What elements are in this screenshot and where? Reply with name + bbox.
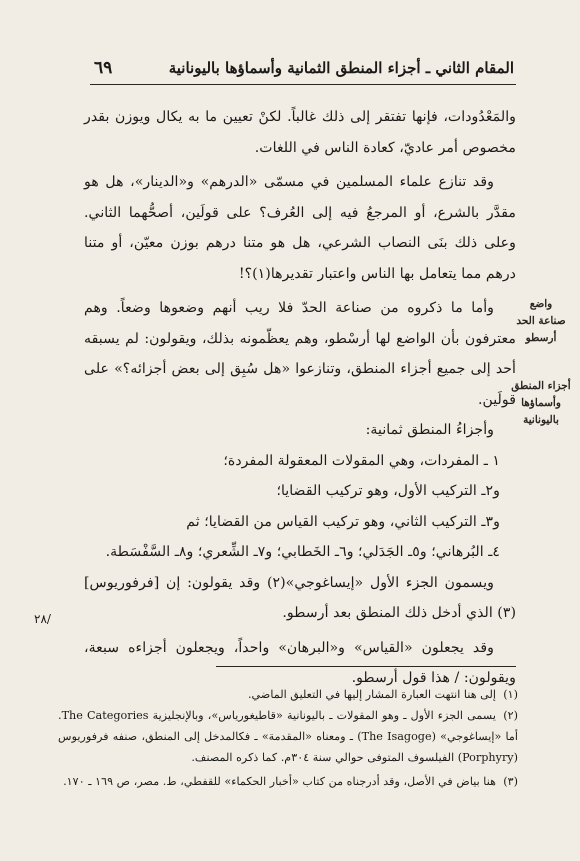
page-number: ٦٩ — [94, 58, 113, 78]
margin-note-parts-of-logic — [506, 378, 576, 429]
header-divider — [90, 84, 516, 85]
paragraph-6: وقد يجعلون «القياس» و«البرهان» واحداً، ويجعلون أجزاءه سبعة، ويقولون: / هذا قول أرسطو. — [84, 639, 516, 686]
paragraph-1: والمَعْدُودات، فإنها تفتقر إلى ذلك غالباً. لكنْ تعيين ما به يكال ويوزن بقدر مخصوص أمر عاديّ، كعادة الناس في اللغات. — [84, 109, 516, 156]
margin-note-line: أرسطو — [525, 332, 557, 344]
margin-note-author-of-definition — [506, 296, 576, 347]
footnote-divider — [216, 666, 516, 667]
running-header — [94, 58, 514, 78]
paragraph-3: وأما ما ذكروه من صناعة الحدّ فلا ريب أنهم وضعوها وضعاً. وهم معترفون بأن الواضع لها أرسْطو، وهم يعظّمونه بذلك، ويقولون: لم يسبقه أحد إلى جميع أجزاء المنطق، وتنازعوا «هل سُبِق إلى بعض أجزائه؟» على قولَين. — [84, 300, 516, 408]
list-item-1: ١ ـ المفردات، وهي المقولات المعقولة المفردة؛ — [223, 452, 500, 469]
footnote-text: هنا بياض في الأصل، وقد أدرجناه من كتاب «أخبار الحكماء» للقفطي، ط. مصر، ص ١٦٩ ـ ١٧٠. — [63, 775, 496, 788]
main-text — [84, 102, 516, 694]
list-item-3: و٣ـ التركيب الثاني، وهو تركيب القياس من القضايا؛ ثم — [186, 513, 500, 530]
footnote-text: يسمى الجزء الأول ـ وهو المقولات ـ باليونانية «قاطيغورياس»، وبالإنجليزية The Categories. أما «إيساغوجي» (The Isagoge) ـ ومعناه «المقدمة» ـ فكالمدخل إلى المنطق، صنفه فرفوريوس (Porphyry) الفيلسوف المتوفى حوالي سنة ٣٠٤م. كما ذكره المصنف. — [58, 709, 518, 764]
margin-note-line: وأسماؤها — [521, 397, 561, 409]
footnote-number: (١) — [503, 688, 518, 701]
margin-note-line: باليونانية — [523, 414, 559, 426]
footnote-text: إلى هنا انتهت العبارة المشار إليها في التعليق الماضي. — [247, 688, 496, 701]
list-item-4: ٤ـ البُرهاني؛ و٥ـ الجَدَلي؛ و٦ـ الخَطابي؛ و٧ـ الشِّعري؛ و٨ـ السَّفْسَطة. — [105, 544, 500, 560]
margin-note-line: أجزاء المنطق — [511, 380, 571, 392]
footnote-1 — [58, 684, 518, 705]
list-item-2: و٢ـ التركيب الأول، وهو تركيب القضايا؛ — [276, 483, 500, 499]
paragraph-4: وأجزاءُ المنطق ثمانية: — [365, 422, 494, 438]
running-header-title: المقام الثاني ـ أجزاء المنطق الثمانية وأسماؤها باليونانية — [168, 59, 514, 77]
footnotes — [58, 684, 518, 792]
paragraph-2: وقد تنازع علماء المسلمين في مسمّى «الدرهم» و«الدينار»، هل هو مقدَّر بالشرع، أو المرجعُ فيه إلى العُرف؟ على قولَين، أصحُّهما الثاني. وعلى ذلك بنَى النصاب الشرعي، هل هو متنا درهم بوزن معيّن، أو متنا درهم مما يتعامل بها الناس واعتبار تقديرها(١)؟! — [84, 174, 516, 282]
footnote-2 — [58, 705, 518, 768]
footnote-3 — [58, 771, 518, 792]
margin-note-line: واضع — [529, 298, 553, 310]
footnote-number: (٢) — [503, 709, 518, 722]
paragraph-5: ويسمون الجزء الأول «إيساغوجي»(٢) وقد يقولون: إن [فرفوريوس](٣) الذي أدخل ذلك المنطق بعد أرسطو. — [84, 574, 516, 621]
footnote-number: (٣) — [503, 775, 518, 788]
manuscript-folio-marker: ٢٨/ — [34, 612, 51, 626]
margin-note-line: صناعة الحد — [516, 315, 566, 327]
